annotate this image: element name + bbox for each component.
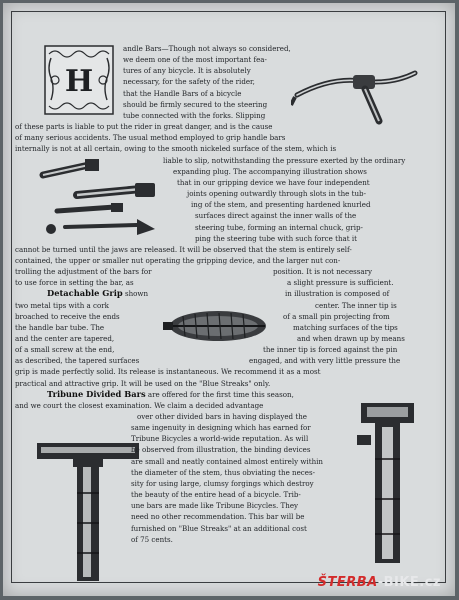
text-line: une bars are made like Tribune Bicycles. They [131, 501, 299, 511]
text-line: broached to receive the ends [15, 311, 120, 321]
text-column [15, 43, 428, 545]
text-line: furnished on "Blue Streaks" at an additional cost [131, 523, 307, 533]
watermark [318, 575, 441, 590]
text-line: matching surfaces of the tips [293, 322, 398, 332]
split-line [15, 333, 428, 344]
text-line: contained, the upper or smaller nut operating the gripping device, and the larger nut con- [15, 255, 341, 265]
text-line: center. The inner tip is [315, 300, 397, 310]
text-line: Tribune Divided Bars are offered for the first time this season, [47, 388, 294, 399]
text-line: practical and attractive grip. It will be used on the "Blue Streaks" only. [15, 378, 271, 388]
split-line [15, 266, 428, 277]
text-line: liable to slip, notwithstanding the pressure exerted by the ordinary [163, 155, 406, 165]
text-line: ing of the stem, and presenting hardened knurled [191, 200, 371, 210]
text-line: two metal tips with a cork [15, 300, 109, 310]
text-line: steering tube, forming an internal chuck, grip- [195, 222, 363, 232]
split-line [15, 355, 428, 366]
text-line: ping the steering tube with such force that it [195, 233, 357, 243]
text-line: and the center are tapered, [15, 333, 115, 343]
text-line: a slight pressure is sufficient. [287, 278, 394, 288]
text-line: as described, the tapered surfaces [15, 356, 140, 366]
split-line [15, 288, 428, 299]
text-line: of these parts is liable to put the rider in great danger, and is the cause [15, 122, 273, 132]
text-line: over other divided bars in having displayed the [137, 412, 307, 422]
text-line: cannot be turned until the jaws are released. It will be observed that the stem is entirely self- [15, 244, 352, 254]
text-line: that the Handle Bars of a bicycle [123, 88, 242, 98]
text-line: tures of any bicycle. It is absolutely [123, 66, 251, 76]
text-line: of a small pin projecting from [283, 311, 390, 321]
split-line [15, 344, 428, 355]
initial-letter: H [64, 64, 94, 99]
text-line: expanding plug. The accompanying illustration shows [173, 166, 367, 176]
text-line: are small and neatly contained almost entirely within [131, 456, 324, 466]
text-line: the handle bar tube. The [15, 322, 105, 332]
split-line [15, 277, 428, 288]
text-line: necessary, for the safety of the rider, [123, 77, 255, 87]
text-line: that in our gripping device we have four independent [177, 177, 370, 187]
watermark-brand: ŠTERBA [317, 575, 378, 590]
text-line: should be firmly secured to the steering [123, 99, 268, 109]
text-line: need no other recommendation. This bar will be [131, 512, 305, 522]
text-line: internally is not at all certain, owing to the smooth nickeled surface of the stem, which is [15, 144, 337, 154]
text-line: tube connected with the forks. Slipping [123, 110, 266, 120]
text-line: and we court the closest examination. We claim a decided advantage [15, 400, 264, 410]
text-line: of many serious accidents. The usual method employed to grip handle bars [15, 133, 286, 143]
split-line [15, 322, 428, 333]
text-line: position. It is not necessary [273, 267, 373, 277]
text-line: and when drawn up by means [297, 333, 405, 343]
text-line: Detachable Grip shown [47, 288, 149, 299]
text-line: andle Bars—Though not always so considered, [123, 44, 291, 53]
text-line: Tribune Bicycles a world-wide reputation. As will [131, 434, 309, 444]
text-line: joints opening outwardly through slots in the tub- [187, 189, 366, 199]
text-line: surfaces direct against the inner walls of the [195, 211, 357, 221]
text-line: in illustration is composed of [285, 289, 390, 299]
text-line: to use force in setting the bar, as [15, 278, 134, 288]
text-line: the beauty of the entire head of a bicycle. Trib- [131, 490, 301, 500]
text-line: of 75 cents. [131, 534, 173, 544]
section-heading-detachable-grip: Detachable Grip [47, 288, 123, 299]
text-line: we deem one of the most important fea- [123, 55, 267, 65]
watermark-domain: -BIKE.cz [377, 575, 441, 590]
split-line [15, 300, 428, 311]
split-line [15, 311, 428, 322]
text-line: sity for using large, clumsy forgings which destroy [131, 478, 314, 488]
text-line: engaged, and with very little pressure the [249, 356, 401, 366]
text-line: be observed from illustration, the binding devices [131, 445, 311, 455]
text-line: grip is made perfectly solid. Its release is instantaneous. We recommend it as a most [15, 367, 321, 377]
text-line: the inner tip is forced against the pin [263, 345, 398, 355]
text-line: same ingenuity in designing which has earned for [131, 423, 311, 433]
text-line: trolling the adjustment of the bars for [15, 267, 152, 277]
text-line: the diameter of the stem, thus obviating the neces- [131, 467, 316, 477]
catalog-page [3, 3, 455, 596]
section-heading-divided-bars: Tribune Divided Bars [47, 388, 146, 399]
text-line: of a small screw at the end, [15, 345, 115, 355]
